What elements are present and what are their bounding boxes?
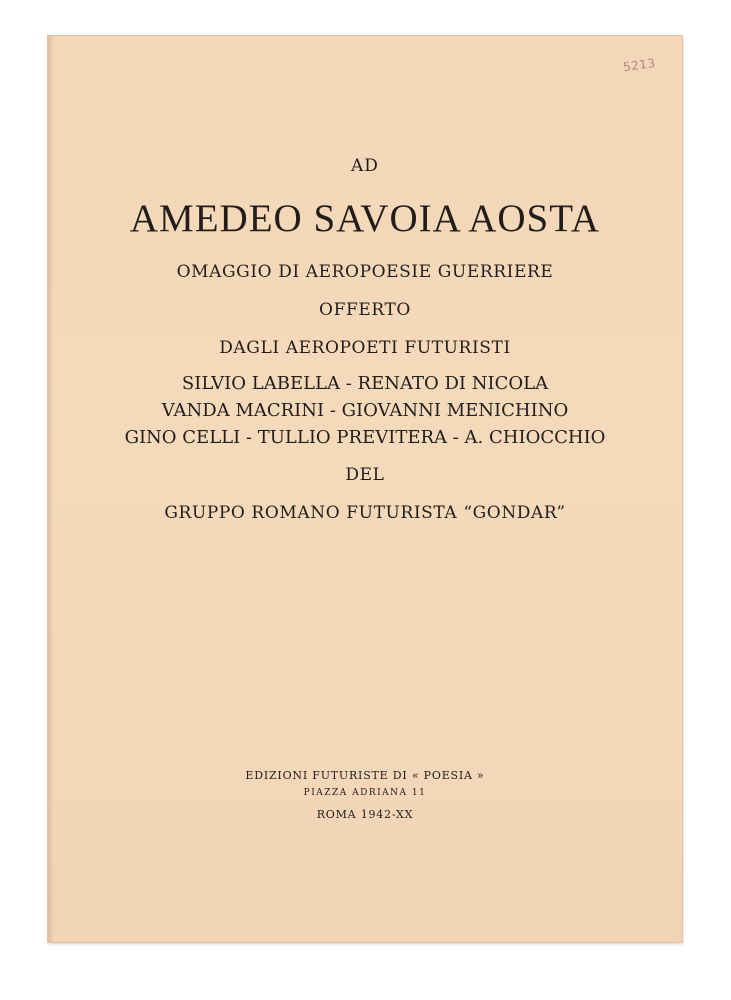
dedication-prefix: AD (351, 156, 379, 176)
author-line-2: VANDA MACRINI - GIOVANNI MENICHINO (161, 400, 569, 421)
from-line: DAGLI AEROPOETI FUTURISTI (219, 338, 511, 358)
publisher: EDIZIONI FUTURISTE DI « POESIA » (245, 769, 485, 782)
book-cover (48, 36, 682, 942)
dedicatee-title: AMEDEO SAVOIA AOSTA (129, 197, 601, 240)
group-name: GRUPPO ROMANO FUTURISTA “GONDAR” (164, 503, 566, 523)
of-line: DEL (345, 465, 385, 485)
publisher-address: PIAZZA ADRIANA 11 (303, 788, 427, 798)
city-year: ROMA 1942-XX (316, 808, 414, 821)
offered-line: OFFERTO (319, 300, 411, 320)
subtitle: OMAGGIO DI AEROPOESIE GUERRIERE (176, 262, 554, 282)
handwritten-annotation: 5213 (622, 55, 657, 75)
author-line-1: SILVIO LABELLA - RENATO DI NICOLA (181, 373, 549, 394)
author-line-3: GINO CELLI - TULLIO PREVITERA - A. CHIOCCHIO (124, 427, 606, 448)
